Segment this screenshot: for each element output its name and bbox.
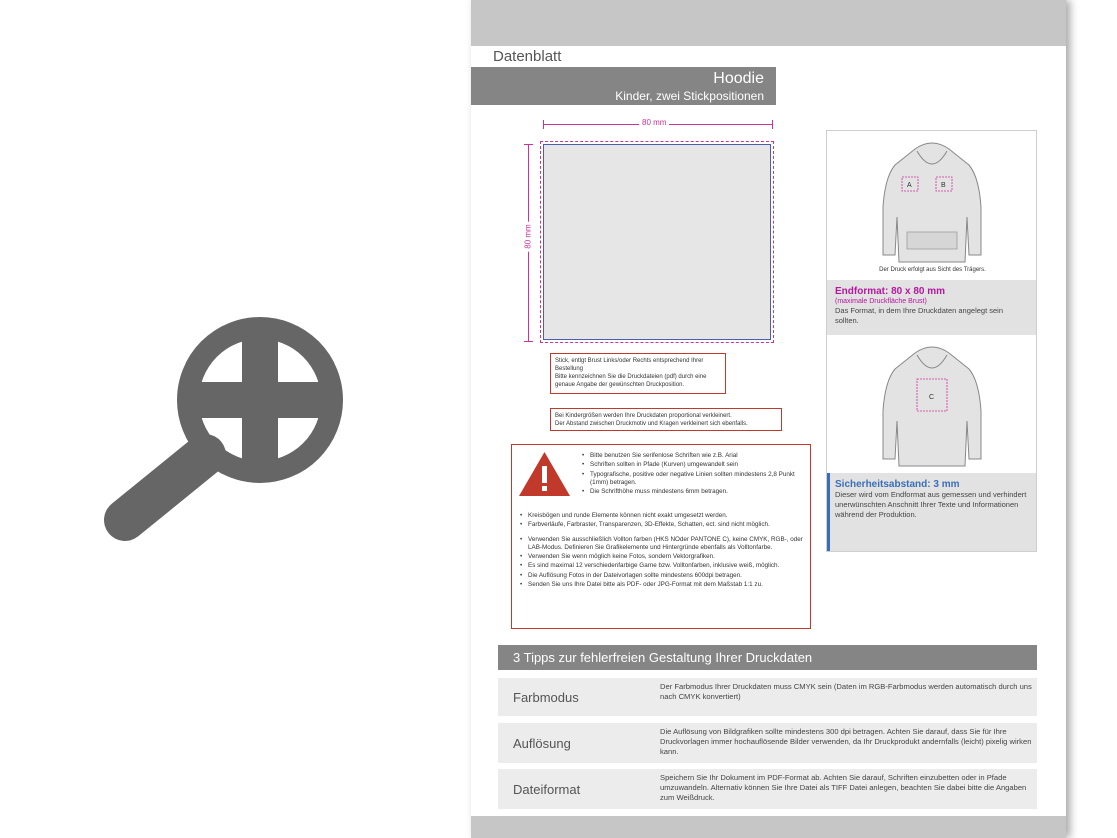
warning-item: • Verwenden Sie ausschließlich Vollton farben (HKS NOder PANTONE C), keine CMYK, RGB-, oder LAB-Modus. Definieren Sie Grafikelemente und Hintergründe ebenfalls als Volltonfarbe. [520, 536, 805, 553]
warning-item: • Die Schrifthöhe muss mindestens 6mm betragen. [582, 488, 802, 496]
product-title-bar [471, 67, 776, 105]
warning-list-top [582, 452, 802, 497]
warning-item: • Kreisbögen und runde Elemente können nicht exakt umgesetzt werden. [520, 512, 805, 520]
endformat-subtitle: (maximale Druckfläche Brust) [835, 298, 927, 305]
warning-box [511, 444, 811, 629]
endformat-box [827, 280, 1036, 335]
tip-row [498, 723, 1037, 763]
print-view-caption: Der Druck erfolgt aus Sicht des Trägers. [879, 267, 986, 273]
position-marker-c: C [929, 394, 935, 401]
warning-item: • Schriften sollten in Pfade (Kurven) umgewandelt sein [582, 461, 802, 469]
datasheet-page [471, 0, 1066, 838]
warning-item: • Typografische, positive oder negative Linien sollten mindestens 2,8 Punkt (1mm) betragen. [582, 471, 802, 488]
endformat-title: Endformat: 80 x 80 mm [835, 286, 946, 297]
warning-item: • Es sind maximal 12 verschiedenfarbige Garne bzw. Volltonfarben, inklusive weiß, möglich. [520, 562, 805, 570]
tip-row [498, 769, 1037, 809]
page-bottom-band [471, 816, 1066, 838]
hoodie-front-illustration [877, 137, 987, 267]
kids-size-note [550, 408, 782, 431]
height-dimension-label: 80 mm [524, 221, 533, 251]
print-position-panel [826, 130, 1037, 552]
warning-triangle-icon [517, 450, 572, 498]
tips-header: 3 Tipps zur fehlerfreien Gestaltung Ihrer Druckdaten [498, 645, 1037, 670]
tip-text: Der Farbmodus Ihrer Druckdaten muss CMYK sein (Daten im RGB-Farbmodus werden automatisch durch uns nach CMYK konvertiert) [660, 682, 1032, 701]
width-dimension-label: 80 mm [639, 118, 669, 127]
tip-label: Dateiformat [513, 781, 581, 797]
position-marker-b: B [941, 182, 946, 189]
safety-accent-bar [827, 473, 830, 551]
embroidery-note-text: Stick, entlgt Brust Links/oder Rechts entsprechend Ihrer Bestellung Bitte kennzeichnen Sie die Druckdateien (pdf) durch eine genaue Angabe der gewünschten Druckposition. [555, 358, 707, 388]
warning-item: • Farbverläufe, Farbraster, Transparenzen, 3D-Effekte, Schatten, ect. sind nicht möglich. [520, 521, 805, 529]
page-top-band [471, 0, 1066, 46]
datasheet-tab: Datenblatt [471, 46, 591, 67]
tip-text: Die Auflösung von Bildgrafiken sollte mindestens 300 dpi betragen. Achten Sie darauf, dass Sie für Ihre Druckvorlagen immer hochauflösende Bilder verwenden, da Ihr Druckprodukt andernfalls (leicht) pixelig wirken kann. [660, 727, 1032, 756]
warning-list-bottom [520, 512, 805, 590]
tip-text: Speichern Sie Ihr Dokument im PDF-Format ab. Achten Sie darauf, Schriften einzubetten oder in Pfade umzuwandeln. Alternativ können Sie Ihre Datei als TIFF Datei anlegen, beachten Sie dabei bitte die Angaben zum Weißdruck. [660, 773, 1027, 802]
tip-row [498, 678, 1037, 716]
product-variant: Kinder, zwei Stickpositionen [615, 89, 764, 103]
zoom-in-icon[interactable] [100, 315, 360, 555]
tip-label: Auflösung [513, 735, 571, 751]
hoodie-back-illustration [877, 341, 987, 471]
product-title: Hoodie [713, 70, 764, 87]
warning-item: • Die Auflösung Fotos in der Dateivorlagen sollte mindestens 600dpi betragen. [520, 572, 805, 580]
kids-size-note-text: Bei Kindergrößen werden Ihre Druckdaten proportional verkleinert. Der Abstand zwischen Druckmotiv und Kragen verkleinert sich ebenfalls. [555, 413, 748, 427]
safety-text: Dieser wird vom Endformat aus gemessen und verhindert unerwünschten Anschnitt Ihrer Texte und Informationen während der Produktion. [835, 490, 1027, 519]
tip-label: Farbmodus [513, 689, 579, 705]
endformat-text: Das Format, in dem Ihre Druckdaten angelegt sein sollten. [835, 306, 1003, 325]
print-area [543, 144, 771, 340]
position-marker-a: A [907, 182, 912, 189]
safety-title: Sicherheitsabstand: 3 mm [835, 479, 960, 490]
safety-margin-box [827, 473, 1036, 551]
warning-item: • Bitte benutzen Sie serifenlose Schriften wie z.B. Arial [582, 452, 802, 460]
warning-item: • Senden Sie uns Ihre Datei bitte als PDF- oder JPG-Format mit dem Maßstab 1:1 zu. [520, 581, 805, 589]
warning-item: • Verwenden Sie wenn möglich keine Fotos, sondern Vektorgrafiken. [520, 553, 805, 561]
embroidery-note [550, 353, 726, 394]
